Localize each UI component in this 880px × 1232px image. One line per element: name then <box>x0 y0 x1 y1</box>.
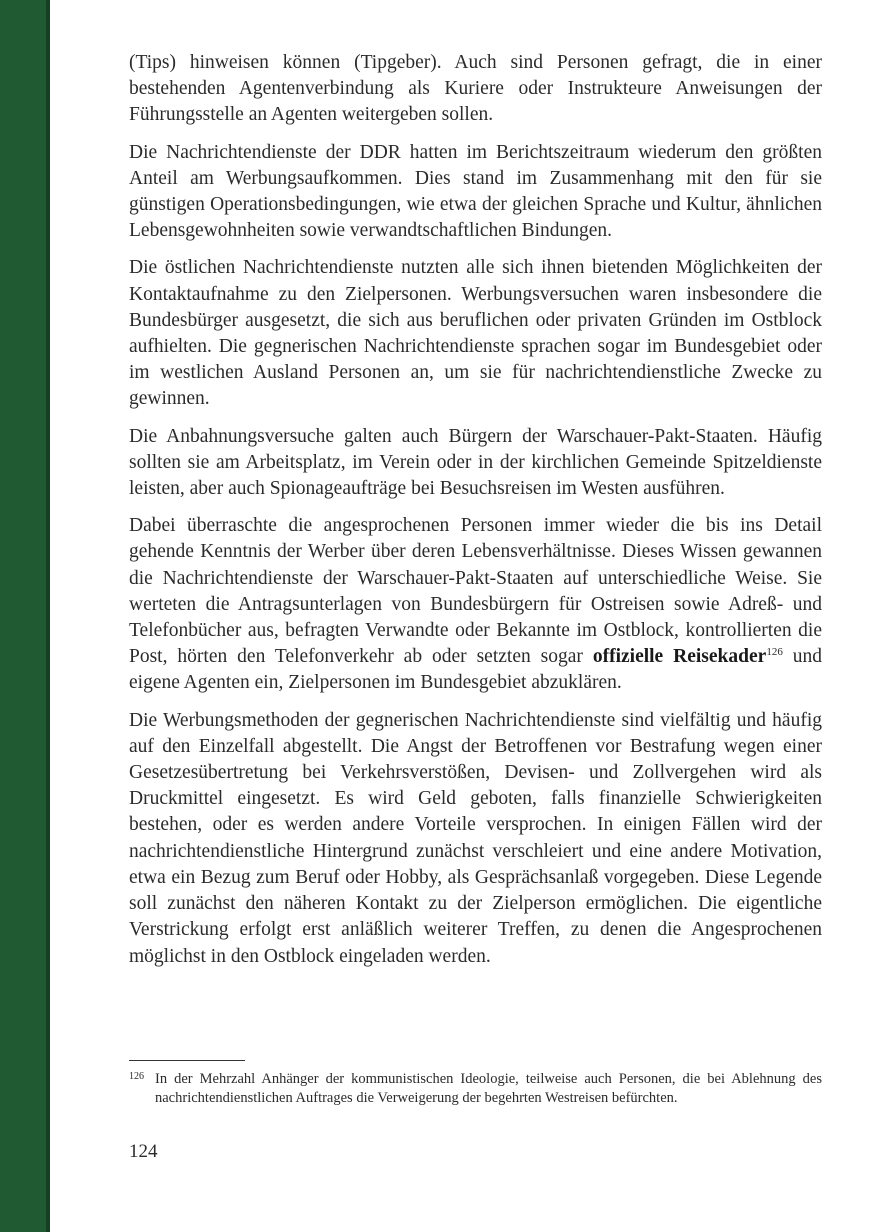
footnote-text: In der Mehrzahl Anhänger der kommunistischen Ideologie, teilweise auch Personen, die bei Ablehnung des nachrichtendienstlichen Auftrages die Verweigerung der begehrten Westreisen befürchten. <box>155 1071 822 1106</box>
footnote-number: 126 <box>129 1071 144 1082</box>
paragraph-3: Die östlichen Nachrichtendienste nutzten alle sich ihnen bietenden Möglichkeiten der Kontaktaufnahme zu den Zielpersonen. Werbungsversuchen waren insbesondere die Bundesbürger ausgesetzt, die sich aus beruflichen oder privaten Gründen im Ostblock aufhielten. Die gegnerischen Nachrichtendienste sprachen sogar im Bundesgebiet oder im westlichen Ausland Personen an, um sie für nachrichtendienstliche Zwecke zu gewinnen. <box>129 257 822 410</box>
paragraph-2: Die Nachrichtendienste der DDR hatten im Berichtszeitraum wiederum den größten Anteil am Werbungsaufkommen. Dies stand im Zusammenhang mit den für sie günstigen Operationsbedingungen, wie etwa der gleichen Sprache und Kultur, ähnlichen Lebensgewohnheiten sowie verwandtschaftlichen Bindungen. <box>129 141 822 242</box>
paragraph-4: Die Anbahnungsversuche galten auch Bürgern der Warschauer-Pakt-Staaten. Häufig sollten sie am Arbeitsplatz, im Verein oder in der kirchlichen Gemeinde Spitzeldienste leisten, aber auch Spionageaufträge bei Besuchsreisen im Westen ausführen. <box>129 425 822 500</box>
footnote-reference: 126 <box>766 646 783 659</box>
emphasis-reisekader: offizielle Reisekader <box>592 646 767 668</box>
page-number: 124 <box>129 1141 158 1162</box>
paragraph-6: Die Werbungsmethoden der gegnerischen Nachrichtendienste sind vielfältig und häufig auf den Einzelfall abgestellt. Die Angst der Betroffenen vor Bestrafung wegen einer Gesetzesübertretung bei Verkehrsverstößen, Devisen- und Zollvergehen wird als Druckmittel eingesetzt. Es wird Geld geboten, falls finanzielle Schwierigkeiten bestehen, oder es werden andere Vorteile versprochen. In einigen Fällen wird der nachrichtendienstliche Hintergrund zunächst verschleiert und eine andere Motivation, etwa ein Bezug zum Beruf oder Hobby, als Gesprächsanlaß vorgegeben. Diese Legende soll zunächst den näheren Kontakt zu der Zielperson ermöglichen. Die eigentliche Verstrickung erfolgt erst anläßlich weiterer Treffen, zu denen die Angesprochenen möglichst in den Ostblock eingeladen werden. <box>129 709 822 967</box>
paragraph-5-before: Dabei überraschte die angesprochenen Personen immer wieder die bis ins Detail gehende Kenntnis der Werber über deren Lebensverhältnisse. Dieses Wissen gewannen die Nachrichtendienste der Warschauer-Pakt-Staaten auf unterschiedliche Weise. Sie werteten die Antragsunterlagen von Bundesbürgern für Ostreisen sowie Adreß- und Telefonbücher aus, befragten Verwandte oder Bekannte im Ostblock, kontrollierten die Post, hörten den Telefonverkehr ab oder setzten sogar <box>129 515 822 668</box>
paragraph-5 <box>129 513 822 696</box>
paragraph-5-after: und eigene Agenten ein, Zielpersonen im Bundesgebiet abzuklären. <box>129 646 822 694</box>
footnote-divider <box>129 1060 245 1061</box>
body-text <box>129 50 822 981</box>
binding-strip <box>0 0 50 1232</box>
paragraph-1: (Tips) hinweisen können (Tipgeber). Auch sind Personen gefragt, die in einer bestehenden Agentenverbindung als Kuriere oder Instrukteure Anweisungen der Führungsstelle an Agenten weitergeben sollen. <box>129 52 822 126</box>
footnote <box>129 1070 822 1108</box>
